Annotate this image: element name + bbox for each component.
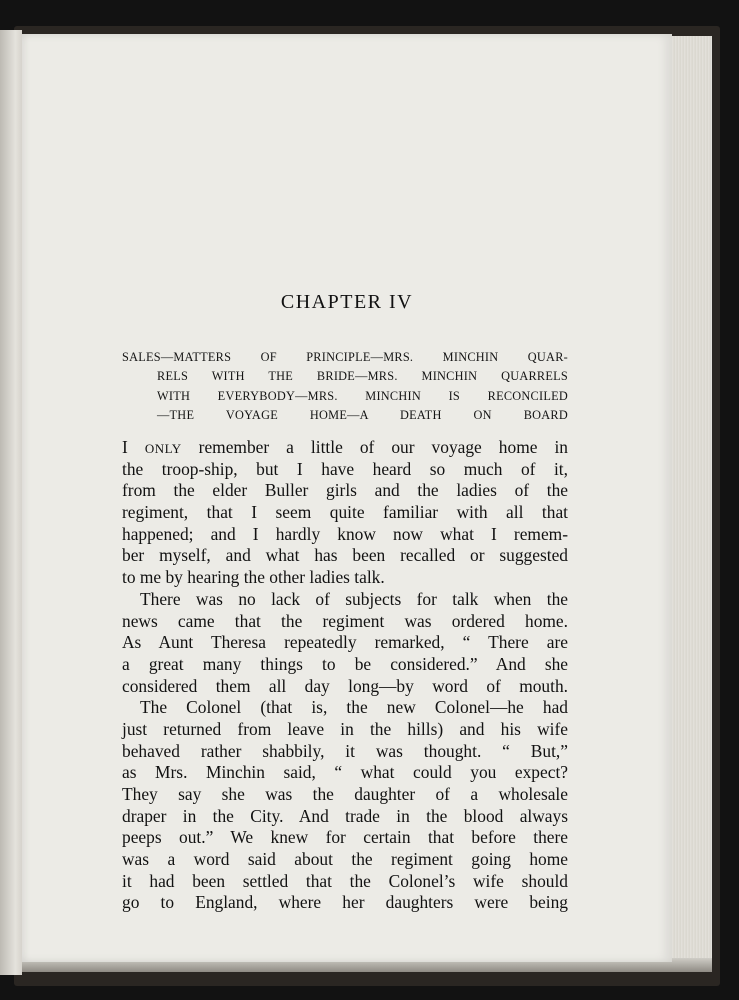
text-line: regiment, that I seem quite familiar with all that bbox=[122, 502, 568, 523]
text-line: As Aunt Theresa repeatedly remarked, “ There are bbox=[122, 632, 568, 653]
chapter-synopsis bbox=[122, 348, 568, 425]
chapter-title: CHAPTER IV bbox=[280, 291, 414, 313]
text-line: They say she was the daughter of a wholesale bbox=[122, 784, 568, 804]
text-fragment: remember a little of our voyage home in bbox=[181, 437, 569, 457]
text-line: it had been settled that the Colonel’s wife should bbox=[122, 870, 568, 891]
synopsis-line: SALES—MATTERS OF PRINCIPLE—MRS. MINCHIN QUAR- bbox=[122, 350, 568, 364]
text-line: a great many things to be considered.” And she bbox=[122, 653, 568, 674]
text-line: happened; and I hardly know now what I remem- bbox=[122, 523, 568, 544]
opening-initial: I bbox=[122, 437, 145, 457]
text-line: behaved rather shabbily, it was thought. “ But,” bbox=[122, 740, 568, 761]
synopsis-line: RELS WITH THE BRIDE—MRS. MINCHIN QUARRELS bbox=[157, 369, 568, 384]
text-line: draper in the City. And trade in the blood always bbox=[122, 805, 568, 826]
text-line: peeps out.” We knew for certain that before there bbox=[122, 827, 568, 848]
facing-page-edge bbox=[0, 30, 22, 975]
text-line: news came that the regiment was ordered home. bbox=[122, 610, 568, 631]
text-line: ber myself, and what has been recalled or suggested bbox=[122, 545, 568, 566]
book-page bbox=[22, 34, 672, 962]
text-line: There was no lack of subjects for talk when the bbox=[140, 588, 568, 609]
text-line: to me by hearing the other ladies talk. bbox=[122, 567, 385, 588]
text-line: was a word said about the regiment going home bbox=[122, 849, 568, 870]
text-line: The Colonel (that is, the new Colonel—he had bbox=[140, 697, 568, 718]
synopsis-line: —THE VOYAGE HOME—A DEATH ON BOARD bbox=[157, 407, 568, 422]
text-line bbox=[122, 437, 568, 459]
text-line: go to England, where her daughters were being bbox=[122, 892, 568, 913]
text-line: the troop-ship, but I have heard so much of it, bbox=[122, 458, 568, 479]
text-line: considered them all day long—by word of mouth. bbox=[122, 675, 568, 696]
text-line: from the elder Buller girls and the ladies of the bbox=[122, 480, 568, 501]
chapter-body-text bbox=[122, 437, 568, 914]
opening-smallcaps: ONLY bbox=[144, 441, 182, 456]
text-line: just returned from leave in the hills) and his wife bbox=[122, 718, 568, 739]
synopsis-line: WITH EVERYBODY—MRS. MINCHIN IS RECONCILED bbox=[157, 388, 568, 403]
text-line: as Mrs. Minchin said, “ what could you expect? bbox=[122, 762, 568, 783]
